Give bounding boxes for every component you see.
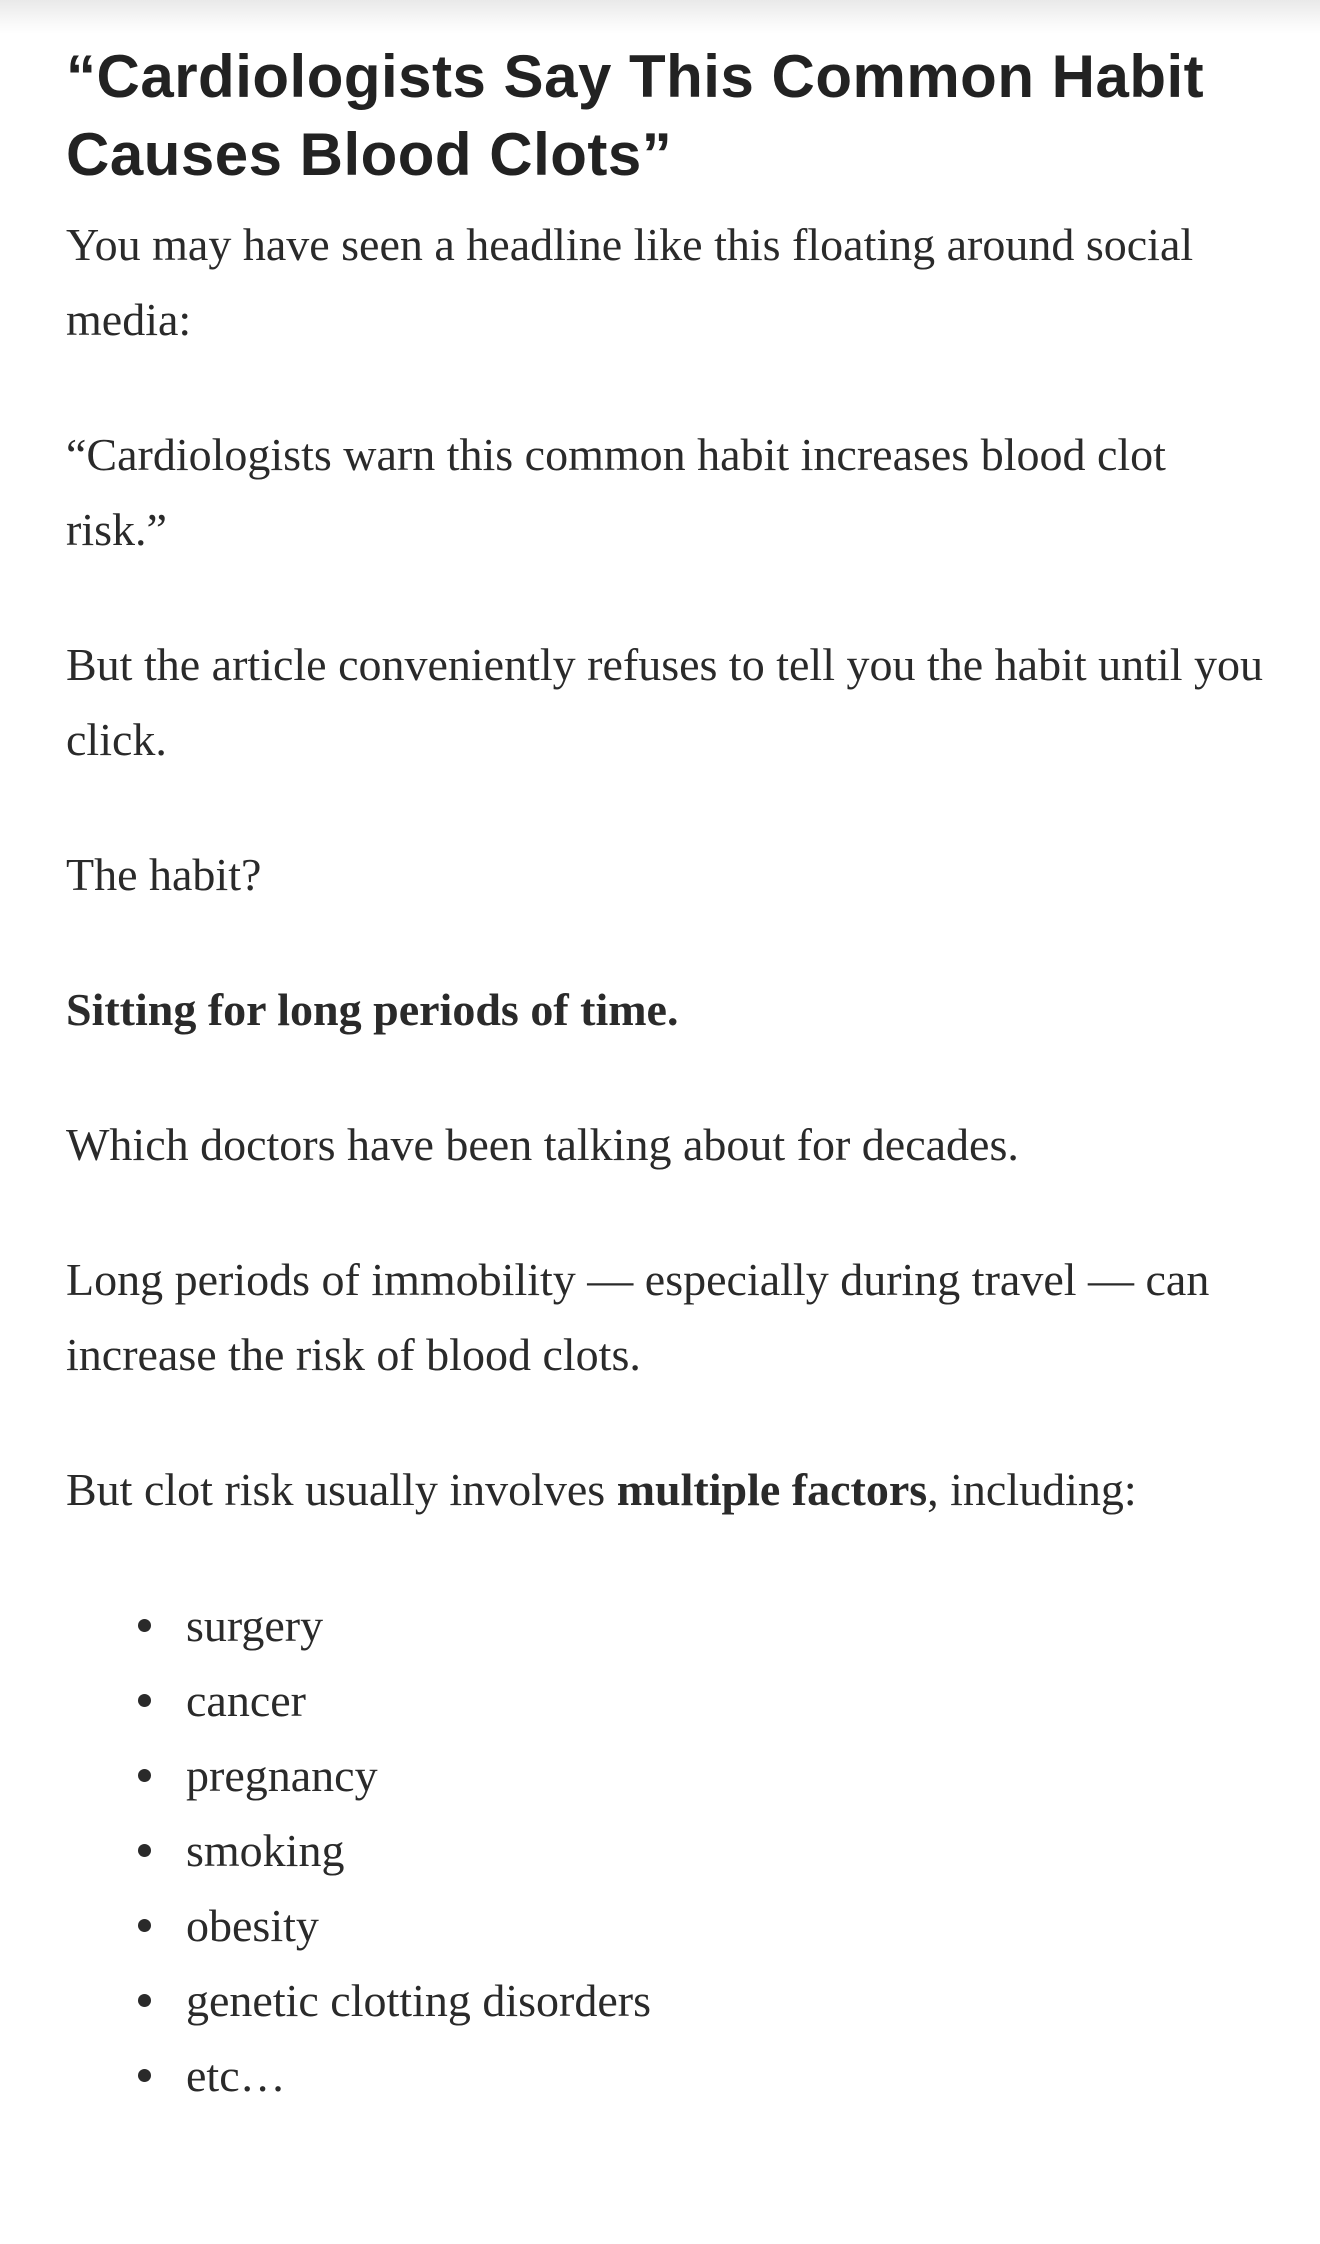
top-shadow: [0, 0, 1320, 34]
list-item-text: etc…: [186, 2050, 286, 2101]
list-item: [66, 1813, 1266, 1888]
list-item: [66, 1738, 1266, 1813]
bullet-icon: [138, 1769, 151, 1782]
paragraph-doctors: Which doctors have been talking about for decades.: [66, 1119, 1019, 1170]
list-item: [66, 1663, 1266, 1738]
paragraph-factors: [66, 1452, 1266, 1527]
list-item-text: pregnancy: [186, 1750, 378, 1801]
list-item-text: surgery: [186, 1600, 324, 1651]
paragraph-immobility: Long periods of immobility — especially during travel — can increase the risk of blood clots.: [66, 1254, 1210, 1380]
bullet-icon: [138, 1994, 151, 2007]
list-item: [66, 1963, 1266, 2038]
article-body: [66, 38, 1266, 2113]
list-item-text: obesity: [186, 1900, 319, 1951]
factors-emphasis: multiple factors: [616, 1464, 928, 1515]
paragraph-quote: “Cardiologists warn this common habit increases blood clot risk.”: [66, 429, 1166, 555]
list-item: [66, 1888, 1266, 1963]
paragraph-click: But the article conveniently refuses to tell you the habit until you click.: [66, 639, 1263, 765]
bullet-icon: [138, 1619, 151, 1632]
paragraph-intro: You may have seen a headline like this floating around social media:: [66, 219, 1194, 345]
paragraph-answer: Sitting for long periods of time.: [66, 984, 679, 1035]
article-headline: “Cardiologists Say This Common Habit Causes Blood Clots”: [66, 43, 1205, 188]
list-item-text: genetic clotting disorders: [186, 1975, 651, 2026]
bullet-icon: [138, 2069, 151, 2082]
bullet-icon: [138, 1694, 151, 1707]
list-item-text: cancer: [186, 1675, 306, 1726]
bullet-icon: [138, 1844, 151, 1857]
list-item-text: smoking: [186, 1825, 345, 1876]
risk-factor-list: [66, 1588, 1266, 2113]
factors-text-after: , including:: [927, 1464, 1137, 1515]
list-item: [66, 1588, 1266, 1663]
bullet-icon: [138, 1919, 151, 1932]
list-item: [66, 2038, 1266, 2113]
factors-text-before: But clot risk usually involves: [66, 1464, 617, 1515]
paragraph-question: The habit?: [66, 849, 262, 900]
